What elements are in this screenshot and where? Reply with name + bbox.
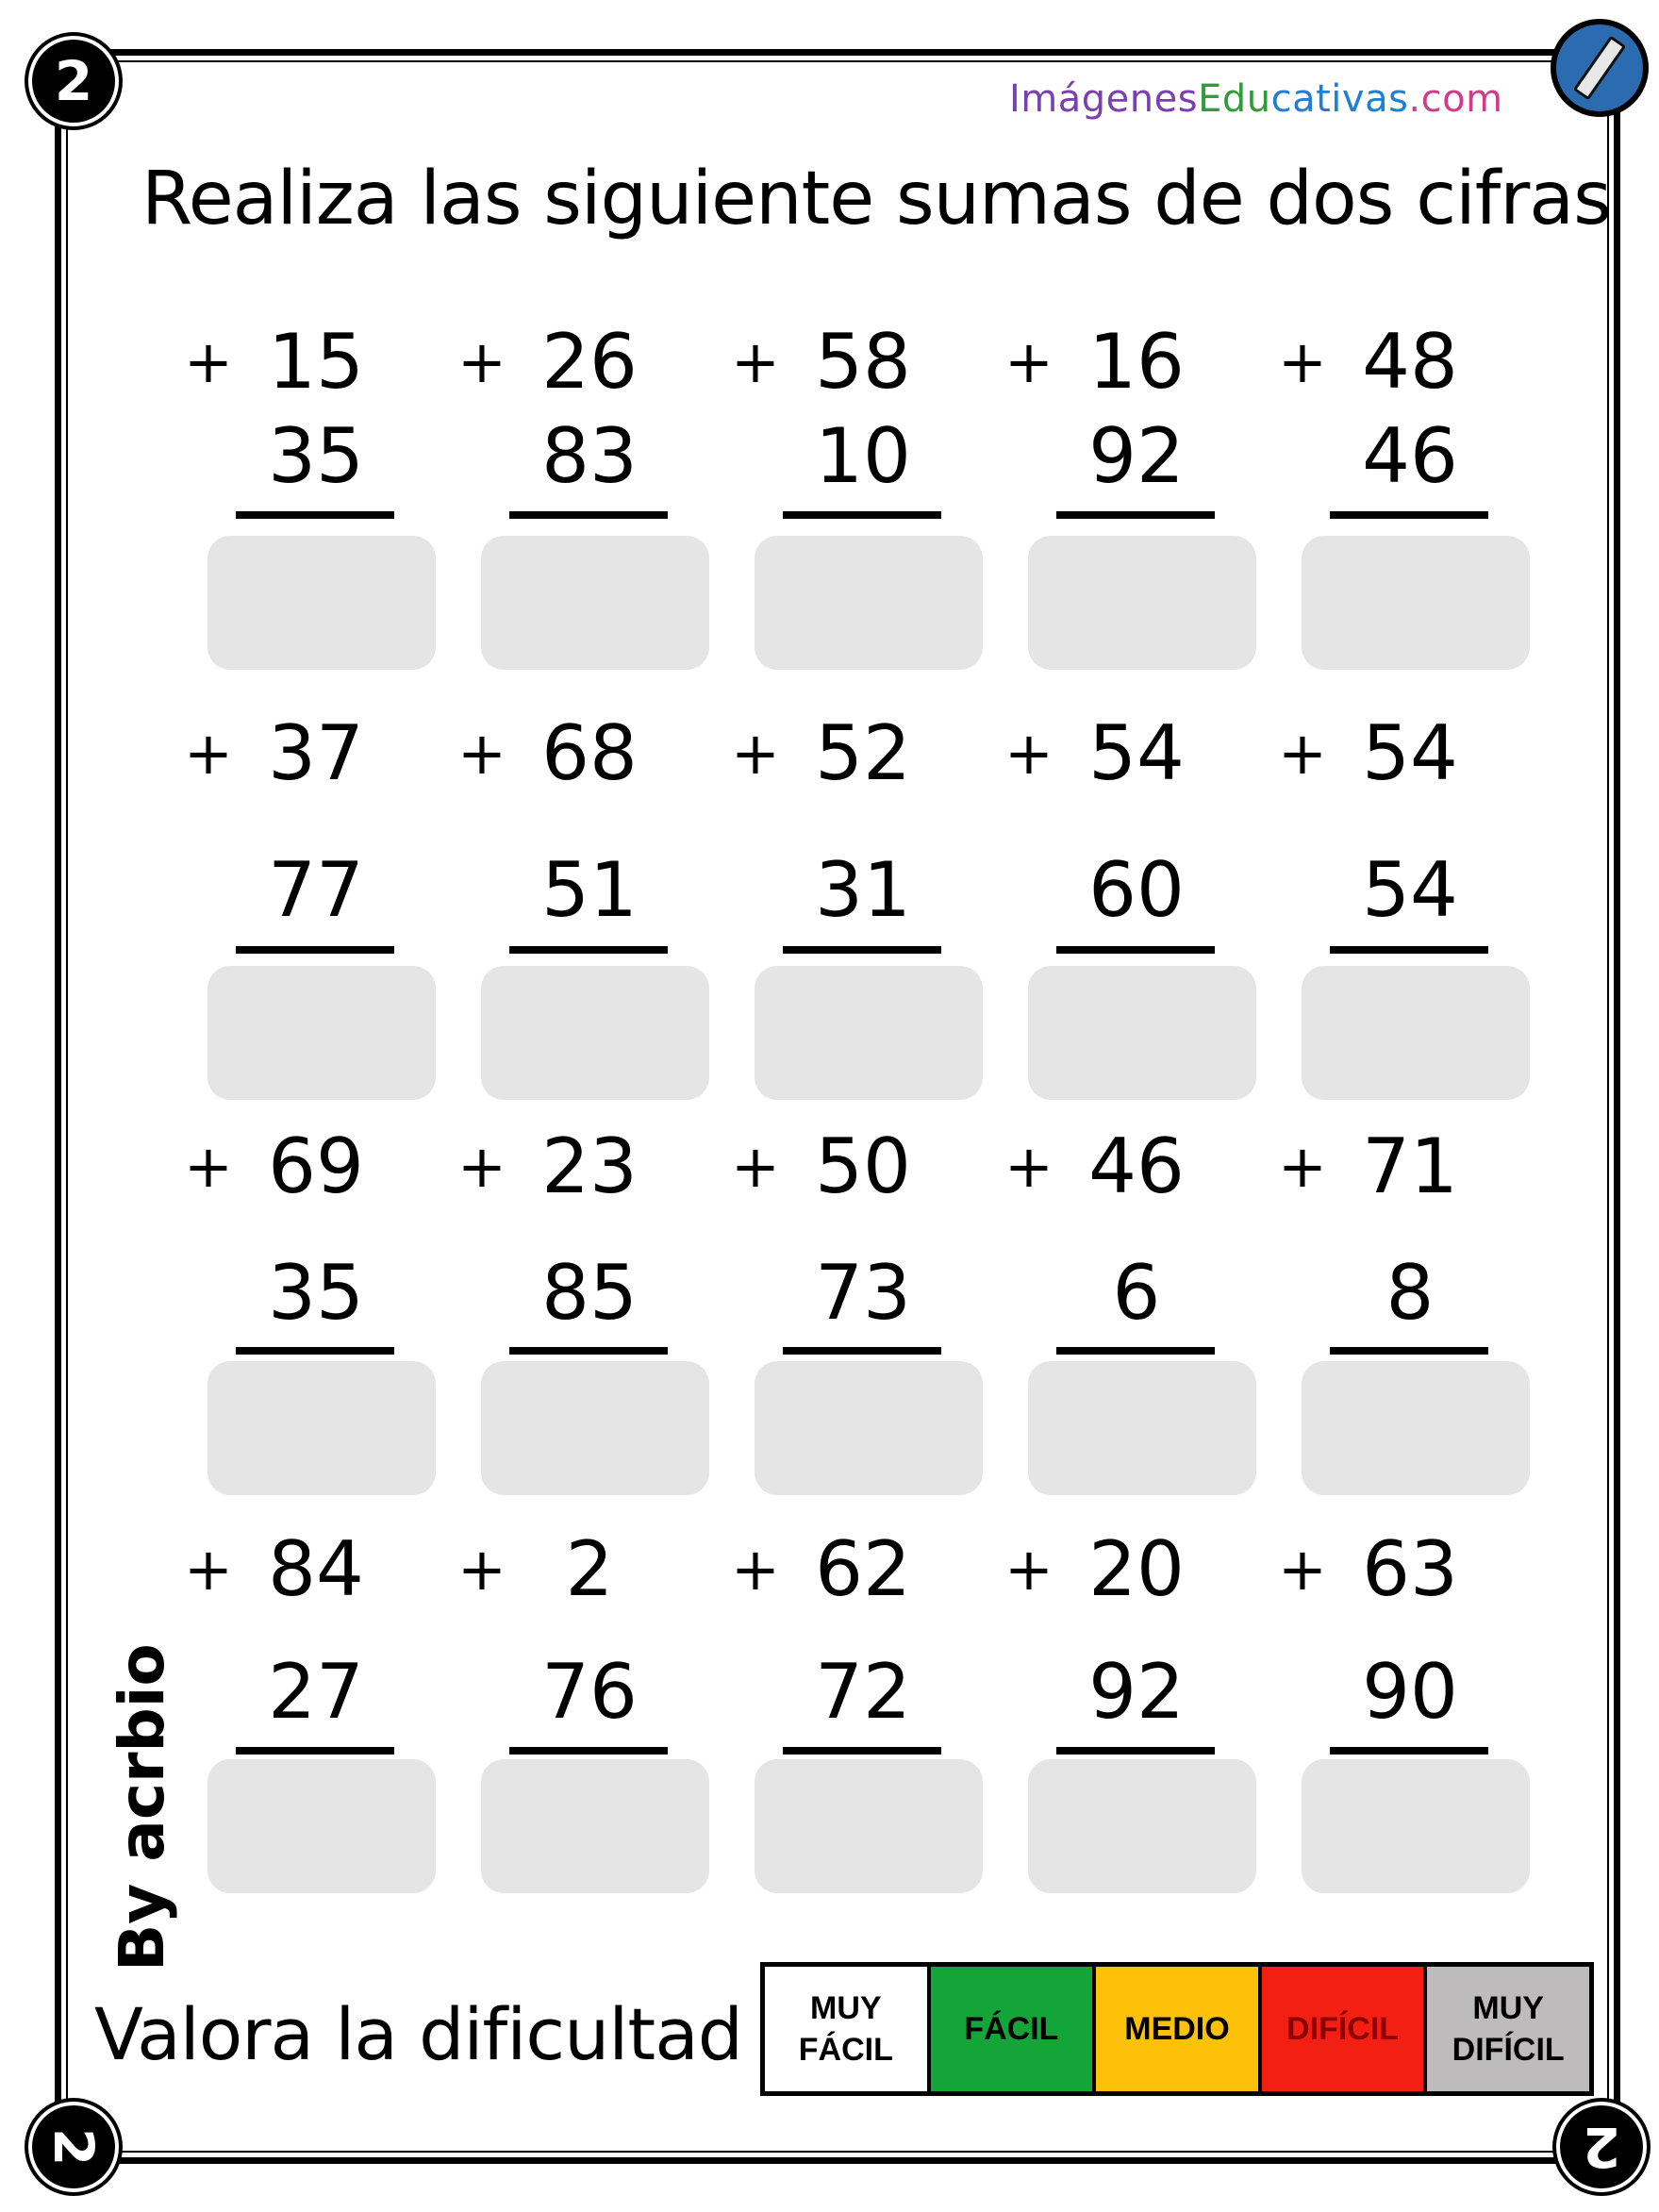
addend-top: 63 [1362,1525,1458,1613]
addend-top: 69 [268,1123,364,1210]
addend-bottom: 54 [1362,846,1458,934]
sum-line [1330,511,1488,519]
plus-sign: + [457,1535,506,1604]
answer-box[interactable] [481,1361,709,1495]
sum-line [509,1747,668,1755]
addend-top: 58 [815,318,911,406]
addend-bottom: 35 [268,1249,364,1337]
sum-line [236,1747,394,1755]
addend-top: 52 [815,709,911,797]
addend-top: 15 [268,318,364,406]
addend-top: 54 [1088,709,1185,797]
addend-top: 23 [541,1123,638,1210]
addend-bottom: 72 [815,1648,911,1736]
addend-top: 54 [1362,709,1458,797]
addend-bottom: 31 [815,846,911,934]
addend-top: 16 [1088,318,1185,406]
sum-line [783,511,941,519]
answer-box[interactable] [755,536,983,670]
sum-line [1330,1747,1488,1755]
sum-line [783,946,941,954]
sum-line [1056,1347,1215,1355]
sum-line [236,1347,394,1355]
plus-sign: + [1278,1535,1327,1604]
answer-box[interactable] [755,966,983,1100]
addend-bottom: 76 [541,1648,638,1736]
brand-part: cativas [1270,77,1409,121]
difficulty-rating-scale [760,1962,1594,2096]
sum-line [509,511,668,519]
addend-top: 48 [1362,318,1458,406]
sum-line [1056,511,1215,519]
difficulty-option[interactable]: MUY DIFÍCIL [1427,1967,1589,2091]
addend-bottom: 27 [268,1648,364,1736]
plus-sign: + [457,719,506,788]
answer-box[interactable] [1302,536,1530,670]
corner-badge-bottom-left: 2 [28,2102,119,2192]
plus-sign: + [1278,719,1327,788]
answer-box[interactable] [1028,536,1256,670]
addend-top: 20 [1088,1525,1185,1613]
answer-box[interactable] [755,1361,983,1495]
plus-sign: + [1004,1132,1053,1201]
addend-top: 26 [541,318,638,406]
addend-top: 50 [815,1123,911,1210]
plus-sign: + [731,1535,780,1604]
addend-top: 68 [541,709,638,797]
addend-top: 84 [268,1525,364,1613]
sum-line [1056,946,1215,954]
plus-sign: + [731,1132,780,1201]
addend-bottom: 51 [541,846,638,934]
difficulty-option[interactable]: MEDIO [1096,1967,1258,2091]
author-byline: By acrbio [106,1643,178,1971]
plus-sign: + [184,327,233,396]
answer-box[interactable] [481,536,709,670]
page-title: Realiza las siguiente sumas de dos cifras [141,157,1611,241]
brand-part: Edu [1198,77,1271,121]
addend-top: 2 [565,1525,614,1613]
brand-part: Imágenes [1009,77,1199,121]
plus-sign: + [457,1132,506,1201]
plus-sign: + [184,1535,233,1604]
addend-top: 62 [815,1525,911,1613]
difficulty-option[interactable]: MUY FÁCIL [765,1967,927,2091]
corner-badge-bottom-right: 2 [1556,2102,1647,2192]
difficulty-prompt: Valora la dificultad [94,1992,743,2076]
sum-line [783,1747,941,1755]
addend-bottom: 92 [1088,1648,1185,1736]
addend-bottom: 83 [541,412,638,500]
plus-sign: + [731,327,780,396]
addend-bottom: 10 [815,412,911,500]
answer-box[interactable] [207,1759,436,1893]
plus-sign: + [457,327,506,396]
plus-sign: + [184,719,233,788]
corner-badge-top-left: 2 [28,36,119,126]
answer-box[interactable] [1302,966,1530,1100]
sum-line [236,511,394,519]
answer-box[interactable] [1028,966,1256,1100]
answer-box[interactable] [481,966,709,1100]
answer-box[interactable] [207,966,436,1100]
site-logo-icon [1551,19,1649,117]
sum-line [783,1347,941,1355]
addend-top: 71 [1362,1123,1458,1210]
answer-box[interactable] [1302,1361,1530,1495]
answer-box[interactable] [1302,1759,1530,1893]
sum-line [236,946,394,954]
addend-bottom: 6 [1112,1249,1161,1337]
difficulty-option[interactable]: FÁCIL [931,1967,1093,2091]
answer-box[interactable] [1028,1361,1256,1495]
sum-line [509,1347,668,1355]
addend-bottom: 85 [541,1249,638,1337]
brand-wordmark [1009,77,1503,121]
answer-box[interactable] [207,1361,436,1495]
addend-bottom: 73 [815,1249,911,1337]
plus-sign: + [731,719,780,788]
brand-part: .com [1408,77,1503,121]
addend-bottom: 90 [1362,1648,1458,1736]
addend-bottom: 60 [1088,846,1185,934]
plus-sign: + [184,1132,233,1201]
addend-top: 37 [268,709,364,797]
addend-top: 46 [1088,1123,1185,1210]
difficulty-option[interactable]: DIFÍCIL [1262,1967,1424,2091]
answer-box[interactable] [481,1759,709,1893]
answer-box[interactable] [207,536,436,670]
plus-sign: + [1004,327,1053,396]
answer-box[interactable] [755,1759,983,1893]
sum-line [509,946,668,954]
plus-sign: + [1278,327,1327,396]
addend-bottom: 35 [268,412,364,500]
addend-bottom: 92 [1088,412,1185,500]
sum-line [1330,946,1488,954]
answer-box[interactable] [1028,1759,1256,1893]
sum-line [1330,1347,1488,1355]
addend-bottom: 77 [268,846,364,934]
sum-line [1056,1747,1215,1755]
plus-sign: + [1004,719,1053,788]
addend-bottom: 8 [1385,1249,1435,1337]
plus-sign: + [1278,1132,1327,1201]
addend-bottom: 46 [1362,412,1458,500]
plus-sign: + [1004,1535,1053,1604]
